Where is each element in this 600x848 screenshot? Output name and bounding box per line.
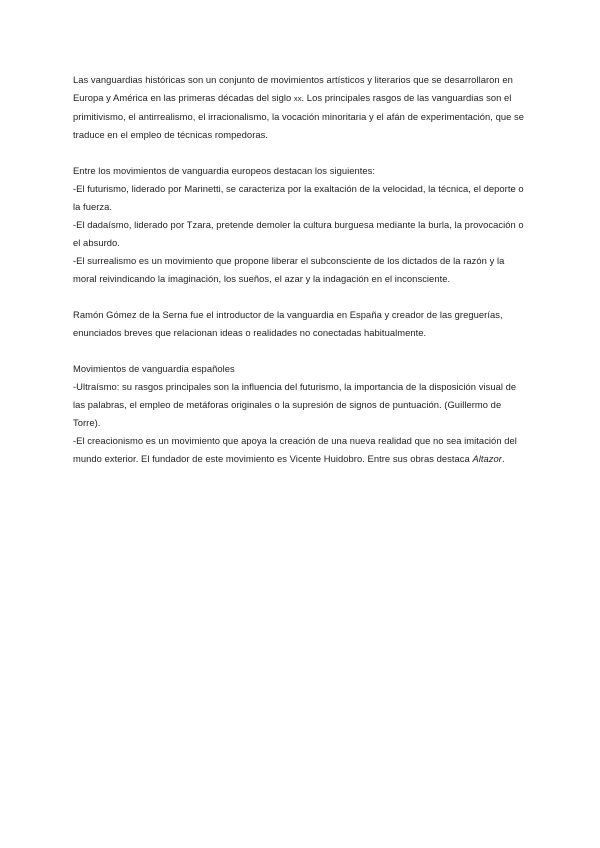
list-item-futurismo: -El futurismo, liderado por Marinetti, se caracteriza por la exaltación de la velocidad, la técnica, el deporte o la fuerza. — [73, 183, 524, 212]
intro-paragraph — [73, 71, 528, 144]
creacionismo-end: . — [501, 453, 505, 464]
creacionismo-text: -El creacionismo es un movimiento que apoya la creación de una nueva realidad que no sea imitación del mundo exterior. El fundador de este movimiento es Vicente Huidobro. Entre sus obras destaca — [73, 435, 517, 464]
paragraph-gap — [73, 342, 528, 360]
list-item-creacionismo — [73, 432, 528, 468]
document-body — [73, 71, 528, 468]
list-item-surrealismo: -El surrealismo es un movimiento que propone liberar el subconsciente de los dictados de la razón y la moral reivindicando la imaginación, los sueños, el azar y la indagación en el inconsciente. — [73, 255, 505, 284]
intro-century: xx — [293, 94, 302, 103]
paragraph-gap — [73, 144, 528, 162]
intro-text-end: . Los principales rasgos de las vanguardias son el primitivismo, el antirrealismo, el irracionalismo, la vocación minoritaria y el afán de experimentación, que se traduce en el empleo de técnicas rompedoras. — [73, 92, 525, 140]
ramon-paragraph: Ramón Gómez de la Serna fue el introductor de la vanguardia en España y creador de las greguerías, enunciados breves que relacionan ideas o realidades no conectadas habitualmente. — [73, 309, 503, 338]
spanish-heading: Movimientos de vanguardia españoles — [73, 363, 235, 374]
list-item-dadaismo: -El dadaísmo, liderado por Tzara, pretende demoler la cultura burguesa mediante la burla, la provocación o el absurdo. — [73, 219, 524, 248]
intro-text-start: Las vanguardias históricas son un conjunto de movimientos artísticos y literarios que se desarrollaron en Europa y América en las primeras décadas del siglo — [73, 74, 513, 103]
list-item-ultraismo: -Ultraísmo: su rasgos principales son la influencia del futurismo, la importancia de la disposición visual de las palabras, el empleo de metáforas originales o la supresión de signos de puntuación. (Guillermo de Torre). — [73, 381, 517, 428]
european-heading: Entre los movimientos de vanguardia europeos destacan los siguientes: — [73, 165, 376, 176]
paragraph-gap — [73, 288, 528, 306]
work-title-altazor: Altazor — [472, 453, 502, 464]
